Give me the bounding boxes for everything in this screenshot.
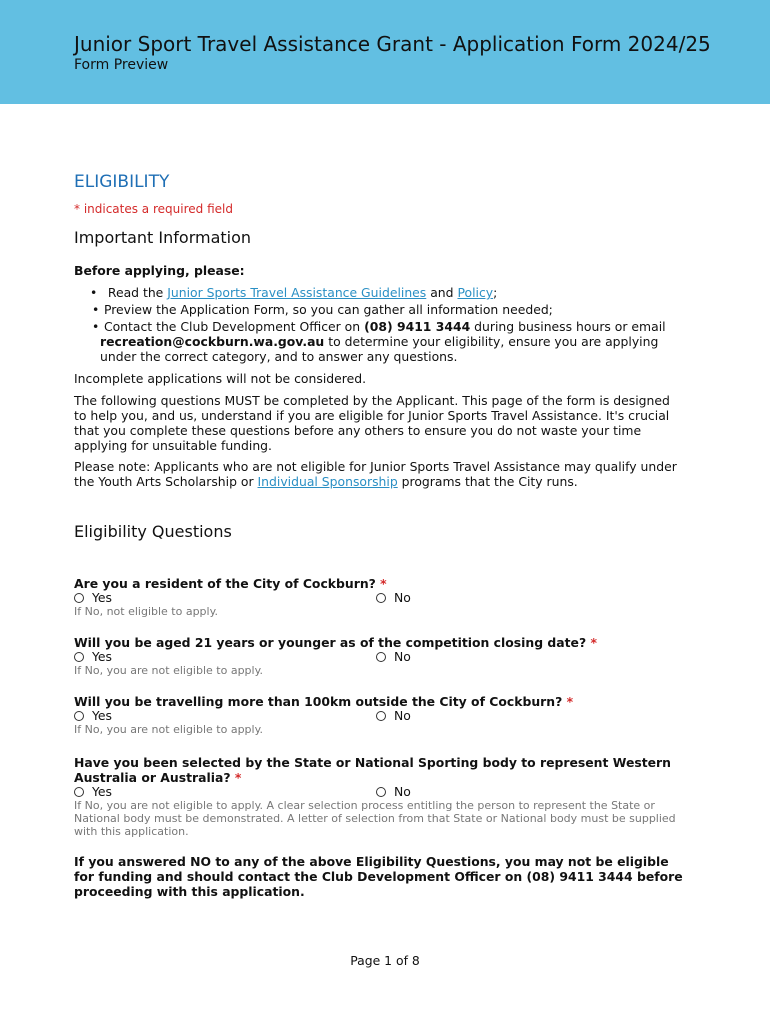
option-label: Yes xyxy=(92,708,113,723)
radio-yes[interactable] xyxy=(74,591,112,605)
guidelines-link[interactable]: Junior Sports Travel Assistance Guidelines xyxy=(167,285,427,300)
note-text: Please note: Applicants who are not eligible for Junior Sports Travel Assistance may qualify under the Youth Arts Scholarship or xyxy=(74,459,677,489)
option-label: Yes xyxy=(92,784,113,799)
list-item: • Contact the Club Development Officer on (08) 9411 3444 during business hours or email recreation@cockburn.wa.gov.au to determine your eligibility, ensure you are applying under the correct category, and to answer any questions. xyxy=(92,319,666,364)
bullet-text: ; xyxy=(493,285,498,300)
bullet-text: Contact the Club Development Officer on xyxy=(103,319,365,334)
radio-yes[interactable] xyxy=(74,650,112,664)
radio-circle-icon[interactable] xyxy=(376,711,386,721)
form-subtitle: Form Preview xyxy=(74,57,169,73)
required-star: * xyxy=(590,635,597,650)
bullet-text: Read the xyxy=(107,285,168,300)
incomplete-notice: Incomplete applications will not be considered. xyxy=(74,371,367,386)
important-information-heading: Important Information xyxy=(74,228,252,247)
option-label: Yes xyxy=(92,590,113,605)
before-applying-list xyxy=(74,285,684,364)
radio-group xyxy=(74,785,684,799)
must-complete-paragraph: The following questions MUST be completed by the Applicant. This page of the form is designed to help you, and us, understand if you are eligible for Junior Sports Travel Assistance. It's crucial that you complete these questions before any others to ensure you do not waste your time applying for unsuitable funding. xyxy=(74,393,670,453)
question-hint: If No, you are not eligible to apply. A clear selection process entitling the person to represent the State or National body must be demonstrated. A letter of selection from that State or National body must be supplied with this application. xyxy=(74,799,676,838)
radio-yes[interactable] xyxy=(74,785,112,799)
option-label: No xyxy=(394,708,411,723)
required-star: * xyxy=(234,770,242,785)
radio-group xyxy=(74,709,684,723)
option-label: No xyxy=(394,590,411,605)
option-label: No xyxy=(394,784,411,799)
question-label xyxy=(74,755,684,785)
required-star: * xyxy=(566,694,574,709)
question-selected-representative xyxy=(74,755,684,838)
required-star: * xyxy=(380,576,387,591)
radio-group xyxy=(74,591,684,605)
question-label xyxy=(74,694,684,709)
radio-yes[interactable] xyxy=(74,709,112,723)
radio-circle-icon[interactable] xyxy=(376,787,386,797)
radio-no[interactable] xyxy=(376,591,411,605)
radio-circle-icon[interactable] xyxy=(74,593,84,603)
option-label: No xyxy=(394,649,411,664)
question-hint: If No, you are not eligible to apply. xyxy=(74,723,264,736)
question-text: Will you be travelling more than 100km outside the City of Cockburn? xyxy=(74,694,563,709)
individual-sponsorship-link[interactable]: Individual Sponsorship xyxy=(257,474,398,489)
section-title-eligibility: ELIGIBILITY xyxy=(74,172,170,192)
note-text: programs that the City runs. xyxy=(397,474,578,489)
required-field-note: * indicates a required field xyxy=(74,202,233,216)
policy-link[interactable]: Policy xyxy=(457,285,494,300)
page-number: Page 1 of 8 xyxy=(350,953,420,968)
radio-circle-icon[interactable] xyxy=(74,652,84,662)
option-label: Yes xyxy=(92,649,113,664)
radio-circle-icon[interactable] xyxy=(376,652,386,662)
question-travel-distance xyxy=(74,694,684,736)
question-label xyxy=(74,635,684,650)
contact-email: recreation@cockburn.wa.gov.au xyxy=(100,334,325,349)
question-hint: If No, you are not eligible to apply. xyxy=(74,664,264,677)
radio-group xyxy=(74,650,684,664)
bullet-text: during business hours or email xyxy=(470,319,666,334)
list-item: • Read the Junior Sports Travel Assistance Guidelines and Policy; xyxy=(90,285,498,300)
question-text: Will you be aged 21 years or younger as of the competition closing date? xyxy=(74,635,587,650)
question-age xyxy=(74,635,684,677)
bullet-text: to determine your eligibility, ensure you are applying under the correct category, and to answer any questions. xyxy=(100,334,659,364)
closing-notice: If you answered NO to any of the above Eligibility Questions, you may not be eligible for funding and should contact the Club Development Officer on (08) 9411 3444 before proceeding with this application. xyxy=(74,854,683,899)
before-applying-label: Before applying, please: xyxy=(74,263,245,278)
radio-circle-icon[interactable] xyxy=(74,787,84,797)
question-hint: If No, not eligible to apply. xyxy=(74,605,219,618)
bullet-text: Preview the Application Form, so you can gather all information needed; xyxy=(103,302,553,317)
question-text: Have you been selected by the State or National Sporting body to represent Western Australia or Australia? xyxy=(74,755,671,785)
please-note-paragraph xyxy=(74,459,684,489)
radio-no[interactable] xyxy=(376,785,411,799)
form-title: Junior Sport Travel Assistance Grant - Application Form 2024/25 xyxy=(74,32,711,56)
question-resident xyxy=(74,576,684,618)
radio-circle-icon[interactable] xyxy=(376,593,386,603)
radio-circle-icon[interactable] xyxy=(74,711,84,721)
question-text: Are you a resident of the City of Cockburn? xyxy=(74,576,376,591)
form-header xyxy=(0,0,770,104)
question-label xyxy=(74,576,684,591)
contact-phone: (08) 9411 3444 xyxy=(364,319,471,334)
radio-no[interactable] xyxy=(376,650,411,664)
radio-no[interactable] xyxy=(376,709,411,723)
bullet-text: and xyxy=(426,285,458,300)
list-item: • Preview the Application Form, so you can gather all information needed; xyxy=(92,302,553,317)
eligibility-questions-heading: Eligibility Questions xyxy=(74,522,232,541)
